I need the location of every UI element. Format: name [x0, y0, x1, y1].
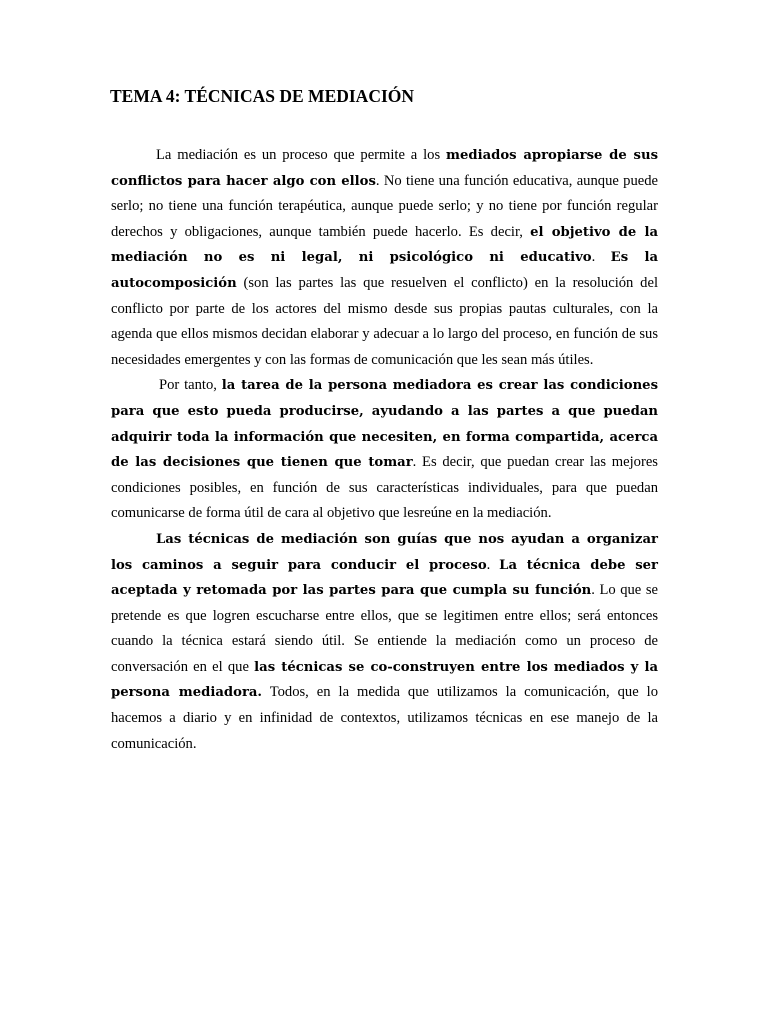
document-title: TEMA 4: TÉCNICAS DE MEDIACIÓN	[110, 86, 415, 106]
text-run: La mediación es un proceso que permite a los	[156, 147, 446, 163]
paragraph-3	[111, 527, 658, 757]
text-run: . Lo que se pretende es que logren escucharse entre ellos, que se legitimen entre ellos; será entonces cuando la técnica estará siendo útil. Se entiende la mediación como un proceso de conversación en el que	[111, 582, 658, 675]
text-run: .	[591, 249, 611, 266]
text-run: . Es decir, que puedan crear las mejores condiciones posibles, en función de sus características individuales, para que puedan comunicarse de forma útil de cara al objetivo que lesreúne en la mediación.	[111, 454, 658, 522]
paragraph-2	[111, 373, 658, 527]
bold-text: La técnica debe ser aceptada y retomada por las partes para que cumpla su función	[111, 557, 659, 599]
text-run: . No tiene una función educativa, aunque puede serlo; no tiene una función terapéutica, aunque puede serlo; y no tiene por función regular derechos y obligaciones, aunque también puede hacerlo. Es decir,	[111, 172, 658, 240]
bold-text: Es la autocomposición	[111, 250, 659, 291]
bold-text: el objetivo de la mediación no es ni legal, ni psicológico ni educativo	[111, 224, 659, 266]
bold-text: Las técnicas de mediación son guías que nos ayudan a organizar los caminos a seguir para conducir el proceso	[111, 531, 658, 573]
text-run: (son las partes las que resuelven el conflicto) en la resolución del conflicto por parte de los actores del mismo desde sus propias pautas culturales, con la agenda que ellos mismos decidan elaborar y adecuar a lo largo del proceso, en función de sus necesidades emergentes y con las formas de comunicación que les sean más útiles.	[111, 274, 658, 368]
document-body	[111, 143, 658, 757]
bold-text: las técnicas se co-construyen entre los mediados y la persona mediadora.	[111, 659, 658, 701]
paragraph-1	[111, 143, 658, 373]
text-run: .	[486, 556, 500, 573]
bold-text: la tarea de la persona mediadora es crear las condiciones para que esto pueda producirse, ayudando a las partes a que puedan adquirir toda la información que necesiten, en forma compartida, acerca de las decisiones que tienen que tomar	[111, 378, 659, 471]
text-run: Por tanto,	[159, 377, 222, 394]
text-run: Todos, en la medida que utilizamos la comunicación, que lo hacemos a diario y en infinidad de contextos, utilizamos técnicas en ese manejo de la comunicación.	[111, 684, 658, 752]
bold-text: mediados apropiarse de sus conflictos para hacer algo con ellos	[111, 148, 658, 189]
